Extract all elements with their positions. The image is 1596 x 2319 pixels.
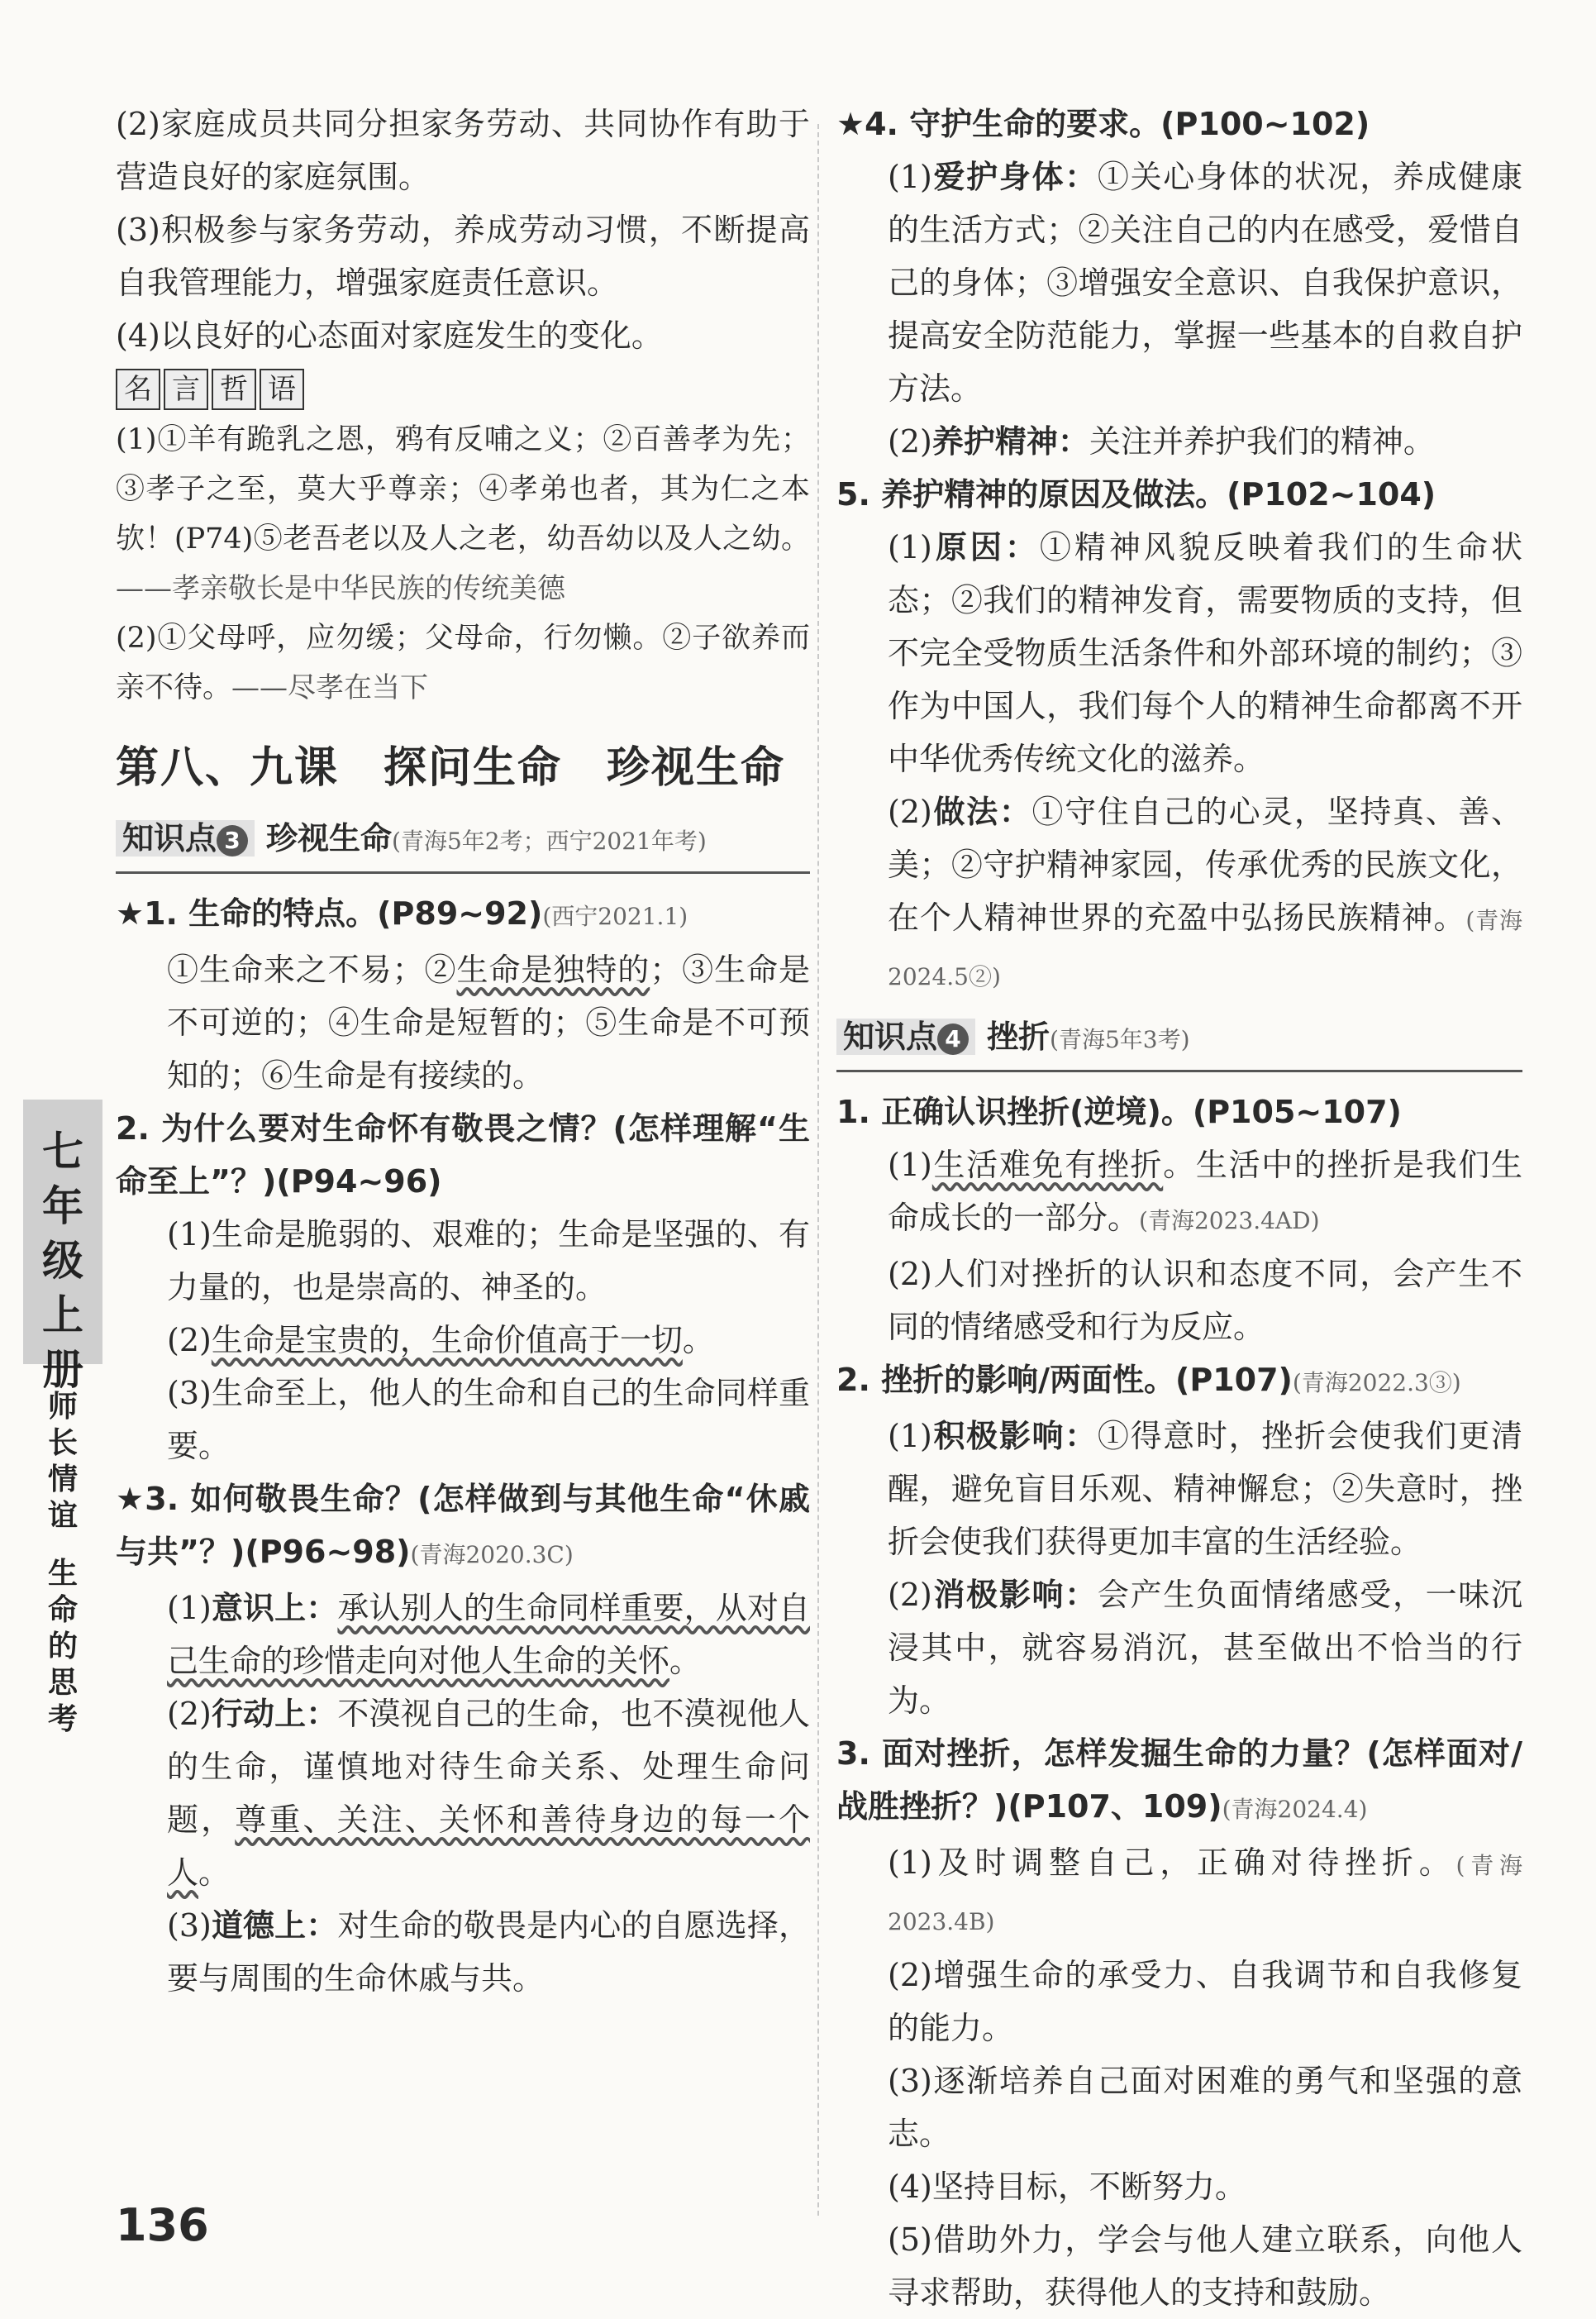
question-heading [116,1472,810,1582]
quotes-label-char: 哲 [212,369,256,410]
text-run: (1)及时调整自己，正确对待挫折。 [888,1844,1456,1881]
text-run: (2) [888,423,932,460]
quotes-label-char: 名 [116,369,160,410]
question-heading [116,887,810,943]
column-divider [817,124,819,2216]
knowledge-point-tag [116,820,255,857]
page-number: 136 [116,2199,209,2251]
bold-label: 爱护身体： [931,159,1098,195]
tag-text: 知识点 [122,820,217,857]
unit-char: 长 [47,1426,78,1460]
answer-text [836,521,1522,785]
unit-char: 思 [47,1666,78,1700]
number-circle: 3 [217,825,248,857]
knowledge-point-tag [836,1019,975,1055]
grade-char: 上 [42,1291,83,1339]
answer-text [836,785,1522,1004]
grade-char: 七 [42,1128,83,1176]
knowledge-point-header [836,1012,1522,1072]
left-column [116,98,810,2005]
answer-text: (5)借助外力，学会与他人建立联系，向他人寻求帮助，获得他人的支持和鼓励。 [888,2221,1522,2311]
tag-text: 知识点 [843,1019,938,1055]
question-heading: 5. 养护精神的原因及做法。(P102~104) [836,476,1436,513]
grade-char: 年 [42,1182,83,1230]
exam-source: (西宁2021.1) [542,903,688,930]
answer-text: (2)人们对挫折的认识和态度不同，会产生不同的情绪感受和行为反应。 [888,1256,1522,1345]
exam-source: (青海2024.5②) [888,907,1522,990]
answer-text [836,150,1522,415]
answer-text: (3)逐渐培养自己面对困难的勇气和坚强的意志。 [888,2063,1522,2152]
text-run: ①关心身体的状况，养成健康的生活方式；②关注自己的内在感受，爱惜自己的身体；③增强安全意识、自我保护意识，提高安全防范能力，掌握一些基本的自救自护方法。 [888,159,1522,407]
unit-label [36,1389,89,1738]
bold-label: 原因： [931,529,1040,565]
quote-attribution: ——尽孝在当下 [231,671,429,704]
text-run: (1) [888,159,932,195]
exam-source: (青海2022.3③) [1292,1369,1461,1396]
answer-text [116,1899,810,2005]
quote-attribution: ——孝亲敬长是中华民族的传统美德 [116,572,565,605]
text-run: (1) [888,1147,932,1183]
exam-source: (青海2023.4B) [888,1852,1522,1935]
answer-text [836,1568,1522,1727]
answer-text: (2)增强生命的承受力、自我调节和自我修复的能力。 [888,1957,1522,2046]
question-heading: 2. 为什么要对生命怀有敬畏之情？(怎样理解“生命至上”？)(P94~96) [116,1110,810,1200]
text-run: 不漠视自己的生命，也不漠视他人的生命，谨慎地对待生命关系、处理生命问题， [167,1696,810,1838]
knowledge-point-name: 珍视生命 [266,820,393,857]
key-phrase: 生活难免有挫折 [931,1147,1164,1183]
heading-text: ★3. 如何敬畏生命？(怎样做到与其他生命“休戚与共”？)(P96~98) [116,1481,810,1570]
unit-char: 考 [47,1702,78,1736]
quote-text: (1)①羊有跪乳之恩，鸦有反哺之义；②百善孝为先；③孝子之至，莫大乎尊亲；④孝弟也者，其为仁之本欤！(P74)⑤老吾老以及人之老，幼吾幼以及人之幼。 [116,423,810,556]
quotes-label-char: 言 [164,369,208,410]
heading-text: 2. 挫折的影响/两面性。(P107) [836,1362,1293,1398]
knowledge-point-name: 挫折 [987,1019,1051,1055]
answer-text [116,943,810,1102]
unit-char: 生 [47,1557,78,1591]
text-run: 对生命的敬畏是内心的自愿选择，要与周围的生命休戚与共。 [167,1907,810,1997]
family-item: (4)以良好的心态面对家庭发生的变化。 [116,317,663,354]
exam-source: (青海5年2考；西宁2021年考) [392,828,707,855]
number-circle: 4 [937,1024,969,1055]
exam-source: (青海5年3考) [1050,1026,1190,1053]
bold-label: 养护精神： [931,423,1089,460]
text-run: 。 [682,1322,714,1358]
family-item: (3)积极参与家务劳动，养成劳动习惯，不断提高自我管理能力，增强家庭责任意识。 [116,212,810,301]
text-run: (2) [888,1577,932,1613]
key-phrase: 承认别人的生命同样重要，从对自己生命的珍惜走向对他人生命的关怀 [167,1590,810,1679]
text-run: 。 [198,1854,231,1891]
family-item: (2)家庭成员共同分担家务劳动、共同协作有助于营造良好的家庭氛围。 [116,106,810,195]
text-run: (3) [167,1907,212,1944]
quote-text: (2)①父母呼，应勿缓；父母命，行勿懒。②子欲养而亲不待。 [116,622,810,704]
key-phrase: 生命是宝贵的，生命价值高于一切 [211,1322,683,1358]
bold-label: 行动上： [211,1696,338,1732]
text-run: 。生活中的挫折是我们生命成长的一部分。 [888,1147,1522,1236]
bold-label: 积极影响： [931,1418,1098,1454]
text-run: (1) [888,529,932,565]
key-phrase: 生命是独特的 [456,952,650,988]
answer-text [116,1582,810,1687]
bold-label: 道德上： [211,1907,338,1944]
quote-block [116,613,810,713]
knowledge-point-header [116,814,810,874]
text-run: ；③生命是不可逆的；④生命是短暂的；⑤生命是不可预知的；⑥生命是有接续的。 [167,952,810,1094]
heading-text: 3. 面对挫折，怎样发掘生命的力量？(怎样面对/战胜挫折？)(P107、109) [836,1735,1522,1825]
quotes-label-char: 语 [260,369,304,410]
text-run: 关注并养护我们的精神。 [1089,423,1435,460]
question-heading: ★4. 守护生命的要求。(P100~102) [836,106,1370,142]
text-run: ①精神风貌反映着我们的生命状态；②我们的精神发育，需要物质的支持，但不完全受物质生活条件和外部环境的制约；③作为中国人，我们每个人的精神生命都离不开中华优秀传统文化的滋养。 [888,529,1522,777]
text-run: ①生命来之不易；② [167,952,457,988]
lesson-title: 第八、九课 探问生命 珍视生命 [116,743,786,793]
text-run: (2) [167,1696,212,1732]
key-phrase: 尊重、关注、关怀和善待身边的每一个人 [167,1801,810,1891]
bold-label: 消极影响： [931,1577,1098,1613]
answer-text [116,1314,810,1367]
unit-char: 师 [47,1390,78,1424]
text-run: ①得意时，挫折会使我们更清醒，避免盲目乐观、精神懈怠；②失意时，挫折会使我们获得更加丰富的生活经验。 [888,1418,1522,1560]
bold-label: 做法： [931,794,1032,830]
grade-char: 级 [42,1237,83,1285]
answer-text [836,1410,1522,1568]
grade-char: 册 [42,1346,83,1394]
answer-text: (3)生命至上，他人的生命和自己的生命同样重要。 [167,1375,810,1464]
heading-text: ★1. 生命的特点。(P89~92) [116,895,543,932]
question-heading: 1. 正确认识挫折(逆境)。(P105~107) [836,1094,1402,1130]
exam-source: (青海2023.4AD) [1139,1207,1320,1234]
exam-source: (青海2020.3C) [410,1541,574,1568]
answer-text [836,1138,1522,1248]
text-run: (2) [888,794,932,830]
unit-char: 谊 [47,1499,78,1533]
question-heading [836,1727,1522,1836]
text-run: (1) [888,1418,932,1454]
text-run: (2) [167,1322,212,1358]
unit-char: 命 [47,1593,78,1627]
quote-block [116,415,810,613]
text-run: ①守住自己的心灵，坚持真、善、美；②守护精神家园，传承优秀的民族文化，在个人精神世界的充盈中弘扬民族精神。 [888,794,1522,936]
answer-text: (1)生命是脆弱的、艰难的；生命是坚强的、有力量的，也是崇高的、神圣的。 [167,1216,810,1305]
answer-text: (4)坚持目标，不断努力。 [888,2169,1246,2205]
unit-char: 的 [47,1630,78,1663]
right-column [836,98,1522,2319]
text-run: 。 [669,1643,702,1679]
text-run: 会产生负面情绪感受，一味沉浸其中，就容易消沉，甚至做出不恰当的行为。 [888,1577,1522,1719]
unit-char: 情 [47,1462,78,1496]
bold-label: 意识上： [211,1590,338,1626]
exam-source: (青海2024.4) [1222,1796,1368,1823]
grade-label [36,1124,89,1397]
text-run: (1) [167,1590,212,1626]
answer-text [836,415,1522,468]
answer-text [836,1836,1522,1949]
question-heading [836,1353,1522,1410]
answer-text [116,1687,810,1899]
quotes-label [116,369,810,410]
